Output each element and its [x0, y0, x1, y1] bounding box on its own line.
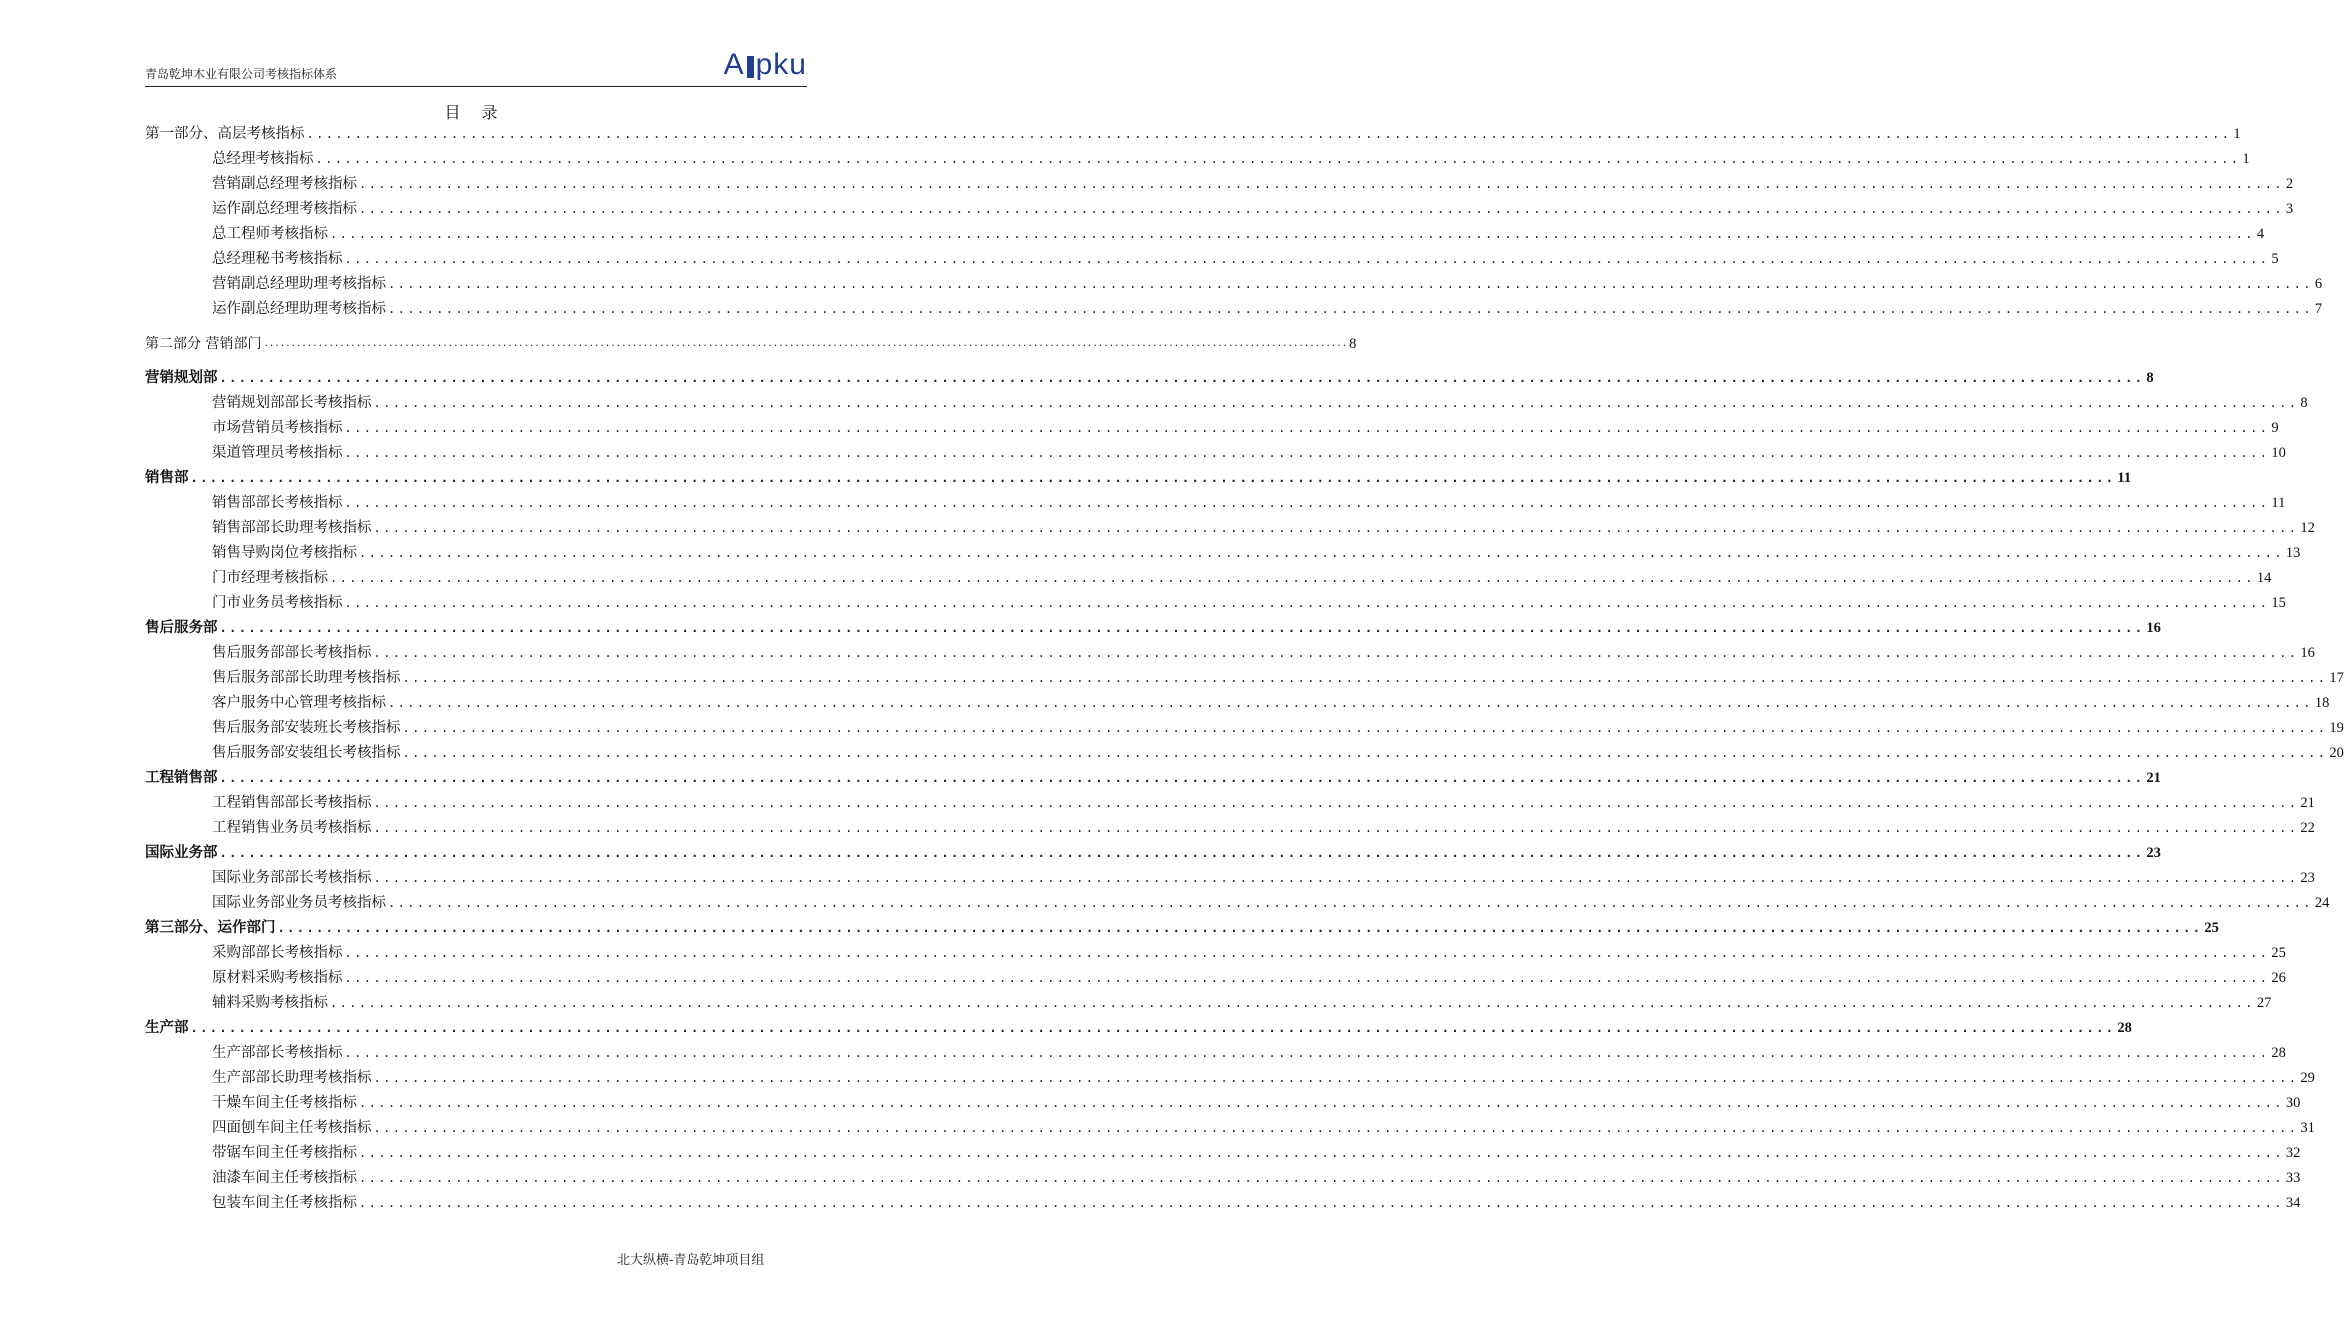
dot-leader: ........................................................................................................................................................................................................: [219, 846, 2145, 860]
toc-entry-page-number: 34: [2285, 1195, 2301, 1211]
dot-leader: ........................................................................................................................................................................................................: [330, 996, 2255, 1010]
toc-entry-page-number: 23: [2300, 870, 2315, 886]
company-logo: [723, 48, 807, 82]
toc-entry[interactable]: [212, 968, 2286, 988]
toc-entry-page-number: 21: [2300, 795, 2315, 811]
toc-entry-label: 营销副总经理考核指标: [212, 176, 357, 192]
dot-leader: ........................................................................................................................................................................................................: [359, 202, 2284, 216]
toc-entry-page-number: 19: [2329, 720, 2344, 736]
dot-leader: ........................................................................................................................................................................................................: [402, 671, 2328, 685]
toc-entry-label: 售后服务部: [145, 619, 218, 636]
dot-leader: ........................................................................................................................................................................................................: [190, 471, 2116, 485]
toc-entry-label: 客户服务中心管理考核指标: [212, 695, 386, 711]
toc-entry-label: 四面刨车间主任考核指标: [212, 1120, 372, 1136]
toc-entry-label: 售后服务部安装组长考核指标: [212, 745, 401, 761]
dot-leader: ........................................................................................................................................................................................................: [359, 1196, 2284, 1210]
toc-entry-page-number: 12: [2300, 520, 2315, 536]
toc-entry[interactable]: [212, 199, 2294, 219]
toc-entry-label: 工程销售部部长考核指标: [212, 795, 372, 811]
toc-entry-label: 干燥车间主任考核指标: [212, 1095, 357, 1111]
toc-entry[interactable]: [212, 668, 2344, 688]
page-header: [145, 50, 807, 87]
toc-entry-label: 销售部部长考核指标: [212, 495, 343, 511]
toc-entry[interactable]: [212, 1093, 2301, 1113]
toc-entry-label: 运作副总经理考核指标: [212, 201, 357, 217]
toc-entry[interactable]: [212, 493, 2286, 513]
toc-entry[interactable]: [145, 768, 2161, 788]
toc-entry-label: 售后服务部部长考核指标: [212, 645, 372, 661]
toc-entry[interactable]: [212, 718, 2344, 738]
toc-entry-page-number: 18: [2314, 695, 2330, 711]
toc-entry-label: 第三部分、运作部门: [145, 919, 276, 936]
toc-entry-page-number: 9: [2271, 420, 2279, 436]
dot-leader: ........................................................................................................................................................................................................: [373, 796, 2299, 810]
toc-entry[interactable]: [212, 274, 2323, 294]
toc-entry[interactable]: [145, 918, 2219, 938]
toc-entry[interactable]: [212, 174, 2294, 194]
toc-entry-page-number: 27: [2256, 995, 2272, 1011]
toc-entry-page-number: 25: [2271, 945, 2286, 961]
toc-entry[interactable]: [212, 693, 2330, 713]
toc-entry[interactable]: [145, 334, 1357, 354]
toc-entry[interactable]: [212, 1193, 2301, 1213]
toc-entry-page-number: 20: [2329, 745, 2344, 761]
toc-entry[interactable]: [212, 943, 2286, 963]
toc-entry[interactable]: [212, 593, 2286, 613]
toc-entry[interactable]: [212, 1118, 2315, 1138]
toc-entry-label: 销售部部长助理考核指标: [212, 520, 372, 536]
dot-leader: ........................................................................................................................................................................................................: [344, 496, 2270, 510]
toc-entry-page-number: 32: [2285, 1145, 2301, 1161]
toc-entry-label: 油漆车间主任考核指标: [212, 1170, 357, 1186]
toc-entry-label: 辅料采购考核指标: [212, 995, 328, 1011]
toc-entry-label: 营销规划部部长考核指标: [212, 395, 372, 411]
toc-entry[interactable]: [212, 1043, 2286, 1063]
toc-entry-page-number: 6: [2314, 276, 2323, 292]
toc-entry-label: 带锯车间主任考核指标: [212, 1145, 357, 1161]
dot-leader: ........................................................................................................................................................................................................: [315, 152, 2241, 166]
toc-entry[interactable]: [145, 368, 2154, 388]
toc-entry[interactable]: [212, 893, 2330, 913]
dot-leader: ........................................................................................................................................................................................................: [344, 946, 2270, 960]
toc-entry-label: 售后服务部安装班长考核指标: [212, 720, 401, 736]
toc-entry-label: 门市业务员考核指标: [212, 595, 343, 611]
toc-entry[interactable]: [145, 618, 2161, 638]
toc-entry-page-number: 30: [2285, 1095, 2301, 1111]
toc-entry[interactable]: [212, 1143, 2301, 1163]
dot-leader: ........................................................................................................................................................................................................: [344, 971, 2270, 985]
toc-entry-label: 总经理考核指标: [212, 151, 314, 167]
dot-leader: ........................................................................................................................................................................................................: [373, 871, 2299, 885]
toc-entry-label: 营销规划部: [145, 369, 218, 386]
toc-entry-label: 市场营销员考核指标: [212, 420, 343, 436]
toc-entry-page-number: 28: [2271, 1045, 2286, 1061]
toc-entry[interactable]: [212, 568, 2272, 588]
toc-entry-label: 第一部分、高层考核指标: [145, 126, 305, 142]
toc-entry-page-number: 33: [2285, 1170, 2301, 1186]
toc-entry-page-number: 23: [2146, 845, 2161, 861]
toc-entry[interactable]: [212, 1168, 2301, 1188]
dot-leader: ........................................................................................................................................................................................................: [359, 177, 2284, 191]
dot-leader: ........................................................................................................................................................................................................: [330, 227, 2255, 241]
logo-text-right: pku: [755, 48, 807, 81]
toc-entry-label: 国际业务部部长考核指标: [212, 870, 372, 886]
toc-entry-page-number: 31: [2300, 1120, 2315, 1136]
toc-entry[interactable]: [212, 868, 2315, 888]
toc-entry-label: 售后服务部部长助理考核指标: [212, 670, 401, 686]
dot-leader: ........................................................................................................................................................................................................: [373, 521, 2299, 535]
toc-entry[interactable]: [212, 443, 2286, 463]
toc-entry[interactable]: [212, 224, 2265, 244]
toc-entry-page-number: 24: [2314, 895, 2330, 911]
header-title: 青岛乾坤木业有限公司考核指标体系: [145, 67, 338, 81]
toc-entry-label: 包装车间主任考核指标: [212, 1195, 357, 1211]
toc-entry-label: 销售部: [145, 469, 189, 486]
toc-entry[interactable]: [212, 543, 2301, 563]
dot-leader: ........................................................................................................................................................................................................: [359, 1096, 2284, 1110]
toc-entry-page-number: 1: [2233, 126, 2241, 142]
toc-entry[interactable]: [145, 124, 2241, 144]
dot-leader: ........................................................................................................................................................................................................: [344, 1046, 2270, 1060]
toc-entry-page-number: 25: [2204, 920, 2219, 936]
dot-leader: ........................................................................................................................................................................................................: [388, 302, 2313, 316]
toc-entry-page-number: 17: [2329, 670, 2344, 686]
toc-entry-page-number: 26: [2271, 970, 2286, 986]
toc-entry-page-number: 11: [2117, 470, 2132, 486]
toc-title: 目 录: [444, 103, 506, 122]
toc-entry[interactable]: [212, 518, 2315, 538]
toc-entry-label: 生产部部长考核指标: [212, 1045, 343, 1061]
toc-entry-page-number: 13: [2285, 545, 2301, 561]
toc-entry-page-number: 14: [2256, 570, 2272, 586]
dot-leader: ........................................................................................................................................................................................................: [402, 746, 2328, 760]
toc-entry-label: 第二部分 营销部门: [145, 336, 262, 352]
dot-leader: ........................................................................................................................................................................................................: [373, 646, 2299, 660]
toc-entry-label: 国际业务部业务员考核指标: [212, 895, 386, 911]
toc-entry[interactable]: [212, 818, 2315, 838]
toc-entry[interactable]: [145, 843, 2161, 863]
toc-entry-label: 运作副总经理助理考核指标: [212, 301, 386, 317]
toc-entry-page-number: 16: [2146, 620, 2161, 636]
toc-entry-page-number: 4: [2256, 226, 2265, 242]
toc-entry-label: 销售导购岗位考核指标: [212, 545, 357, 561]
dot-leader: ........................................................................................................................................................................................................: [344, 421, 2270, 435]
dot-leader: ........................................................................................................................................................................................................: [373, 821, 2299, 835]
toc-entry[interactable]: [212, 249, 2279, 269]
dot-leader: ........................................................................................................................................................................................................: [359, 1171, 2284, 1185]
toc-entry[interactable]: [212, 393, 2308, 413]
toc-entry-page-number: 8: [2146, 370, 2154, 386]
toc-entry-label: 工程销售部: [145, 769, 218, 786]
toc-entry-page-number: 21: [2146, 770, 2161, 786]
toc-entry-label: 门市经理考核指标: [212, 570, 328, 586]
toc-entry-page-number: 5: [2271, 251, 2279, 267]
toc-entry[interactable]: [212, 149, 2250, 169]
toc-entry[interactable]: [212, 793, 2315, 813]
toc-entry[interactable]: [145, 1018, 2132, 1038]
dot-leader: ........................................................................................................................................................................................................: [344, 446, 2270, 460]
dot-leader: ........................................................................................................................................................................................................: [330, 571, 2255, 585]
dot-leader: ........................................................................................................................................................................................................: [344, 252, 2270, 266]
dot-leader: ........................................................................................................................................................................................................: [402, 721, 2328, 735]
toc-entry-label: 渠道管理员考核指标: [212, 445, 343, 461]
toc-entry-page-number: 29: [2300, 1070, 2315, 1086]
toc-entry-label: 采购部部长考核指标: [212, 945, 343, 961]
toc-entry-label: 原材料采购考核指标: [212, 970, 343, 986]
dot-leader: ........................................................................................................................................................................................................: [373, 1071, 2299, 1085]
page-footer: 北大纵横-青岛乾坤项目组: [617, 1253, 765, 1268]
toc-entry-page-number: 16: [2300, 645, 2315, 661]
toc-entry[interactable]: [212, 299, 2323, 319]
toc-entry-page-number: 28: [2117, 1020, 2132, 1036]
toc-entry-page-number: 2: [2285, 176, 2294, 192]
toc-entry[interactable]: [212, 418, 2279, 438]
dot-leader: ........................................................................................................................................................................................................: [219, 621, 2145, 635]
toc-entry-page-number: 1: [2242, 151, 2250, 167]
dot-leader: ........................................................................................................................................................................................................: [306, 127, 2232, 141]
dot-leader: ........................................................................................................................................................................................................: [219, 371, 2145, 385]
toc-entry[interactable]: [145, 468, 2132, 488]
dot-leader: ........................................................................................................................................................................................................: [277, 921, 2203, 935]
toc-entry-label: 营销副总经理助理考核指标: [212, 276, 386, 292]
toc-entry-page-number: 3: [2285, 201, 2294, 217]
toc-entry-page-number: 15: [2271, 595, 2286, 611]
dot-leader: ........................................................................................................................................................................................................: [219, 771, 2145, 785]
toc-entry-label: 国际业务部: [145, 844, 218, 861]
toc-entry-page-number: 10: [2271, 445, 2286, 461]
toc-entry-label: 总经理秘书考核指标: [212, 251, 343, 267]
dot-leader: ........................................................................................................................................................................................................: [388, 896, 2313, 910]
toc-entry[interactable]: [212, 643, 2315, 663]
dot-leader: ........................................................................................................................................................................................................: [373, 1121, 2299, 1135]
toc-entry-page-number: 7: [2314, 301, 2323, 317]
logo-text-left: A: [723, 48, 745, 81]
dot-leader: ........................................................................................................................................................................................................: [190, 1021, 2116, 1035]
toc-entry[interactable]: [212, 743, 2344, 763]
toc-entry-page-number: 22: [2300, 820, 2315, 836]
dot-leader: ........................................................................................................................................................................................................: [263, 339, 1348, 349]
toc-entry-page-number: 8: [1349, 336, 1357, 352]
dot-leader: ........................................................................................................................................................................................................: [388, 696, 2313, 710]
dot-leader: ........................................................................................................................................................................................................: [388, 277, 2313, 291]
dot-leader: ........................................................................................................................................................................................................: [359, 1146, 2284, 1160]
dot-leader: ........................................................................................................................................................................................................: [344, 596, 2270, 610]
toc-entry-label: 总工程师考核指标: [212, 226, 328, 242]
toc-entry-label: 生产部部长助理考核指标: [212, 1070, 372, 1086]
toc-entry[interactable]: [212, 993, 2272, 1013]
toc-entry-page-number: 8: [2300, 395, 2308, 411]
toc-entry-label: 工程销售业务员考核指标: [212, 820, 372, 836]
toc-entry-label: 生产部: [145, 1019, 189, 1036]
dot-leader: ........................................................................................................................................................................................................: [373, 396, 2299, 410]
toc-entry-page-number: 11: [2271, 495, 2286, 511]
toc-entry[interactable]: [212, 1068, 2315, 1088]
dot-leader: ........................................................................................................................................................................................................: [359, 546, 2284, 560]
logo-mark-icon: [747, 56, 754, 78]
